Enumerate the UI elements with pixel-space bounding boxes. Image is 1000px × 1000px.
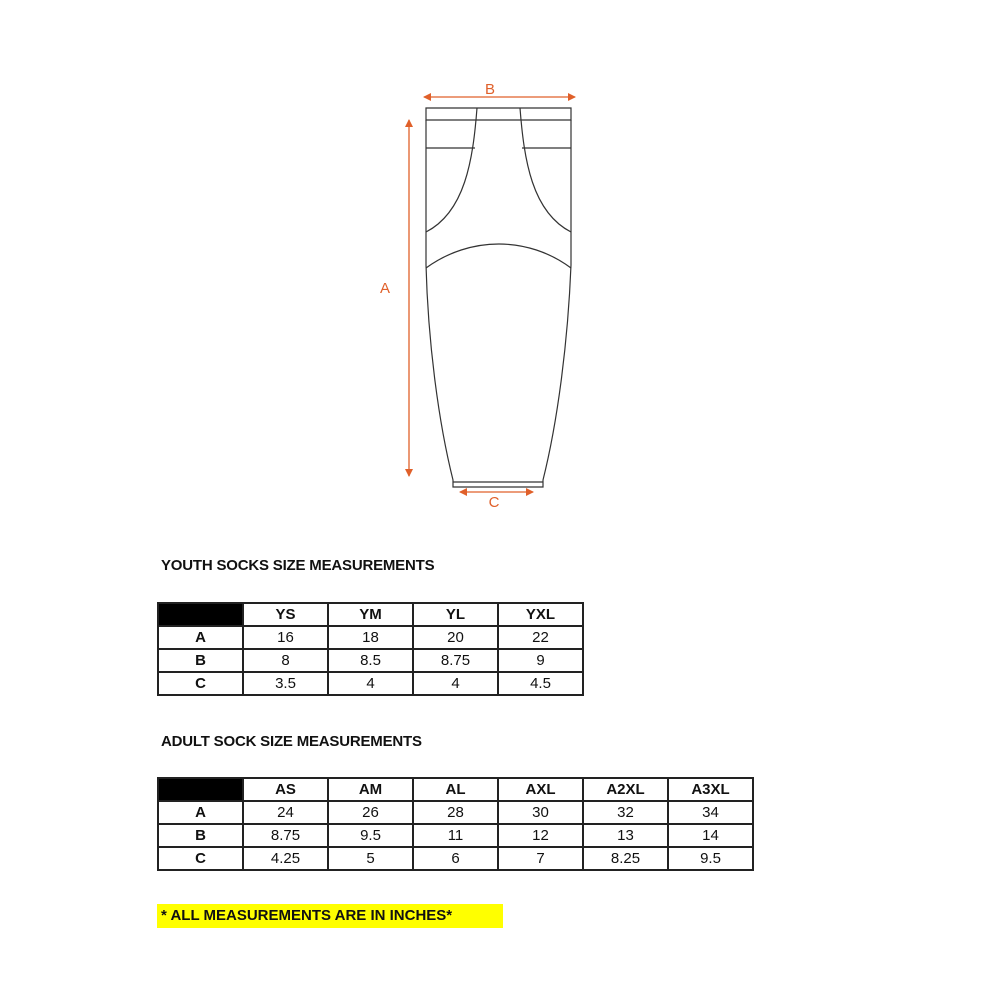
units-note: * ALL MEASUREMENTS ARE IN INCHES* bbox=[157, 904, 503, 928]
table-cell: 4 bbox=[328, 672, 413, 695]
table-cell: 32 bbox=[583, 801, 668, 824]
table-cell: 9.5 bbox=[328, 824, 413, 847]
table-cell: 4.5 bbox=[498, 672, 583, 695]
table-cell: 8.75 bbox=[243, 824, 328, 847]
table-cell: 5 bbox=[328, 847, 413, 870]
row-label: B bbox=[158, 824, 243, 847]
table-row bbox=[158, 824, 753, 847]
table-cell: 28 bbox=[413, 801, 498, 824]
table-cell: 7 bbox=[498, 847, 583, 870]
table-cell: 34 bbox=[668, 801, 753, 824]
row-label: B bbox=[158, 649, 243, 672]
table-cell: 24 bbox=[243, 801, 328, 824]
dimension-b bbox=[424, 81, 575, 98]
table-row bbox=[158, 649, 583, 672]
table-row bbox=[158, 847, 753, 870]
table-row bbox=[158, 626, 583, 649]
sock-outline bbox=[426, 108, 571, 487]
adult-section-title: ADULT SOCK SIZE MEASUREMENTS bbox=[161, 733, 422, 750]
youth-size-table bbox=[157, 602, 584, 696]
table-cell: 9.5 bbox=[668, 847, 753, 870]
row-label: C bbox=[158, 847, 243, 870]
table-cell: 8.25 bbox=[583, 847, 668, 870]
size-header: YS bbox=[243, 603, 328, 626]
table-cell: 4 bbox=[413, 672, 498, 695]
dimension-c bbox=[460, 492, 533, 511]
table-cell: 8.75 bbox=[413, 649, 498, 672]
table-cell: 4.25 bbox=[243, 847, 328, 870]
dimension-label-c: C bbox=[488, 494, 500, 511]
table-cell: 30 bbox=[498, 801, 583, 824]
table-cell: 12 bbox=[498, 824, 583, 847]
size-header: YM bbox=[328, 603, 413, 626]
table-header-row bbox=[158, 778, 753, 801]
size-header: AL bbox=[413, 778, 498, 801]
table-cell: 9 bbox=[498, 649, 583, 672]
table-cell: 13 bbox=[583, 824, 668, 847]
size-header: YL bbox=[413, 603, 498, 626]
dimension-a bbox=[380, 120, 409, 476]
table-row bbox=[158, 801, 753, 824]
dimension-label-a: A bbox=[379, 280, 391, 297]
table-corner-cell bbox=[158, 603, 243, 626]
row-label: A bbox=[158, 626, 243, 649]
table-cell: 18 bbox=[328, 626, 413, 649]
table-corner-cell bbox=[158, 778, 243, 801]
table-cell: 3.5 bbox=[243, 672, 328, 695]
table-cell: 8.5 bbox=[328, 649, 413, 672]
size-header: A2XL bbox=[583, 778, 668, 801]
table-header-row bbox=[158, 603, 583, 626]
row-label: C bbox=[158, 672, 243, 695]
table-cell: 22 bbox=[498, 626, 583, 649]
youth-section-title: YOUTH SOCKS SIZE MEASUREMENTS bbox=[161, 557, 435, 574]
table-cell: 20 bbox=[413, 626, 498, 649]
row-label: A bbox=[158, 801, 243, 824]
table-cell: 11 bbox=[413, 824, 498, 847]
table-cell: 14 bbox=[668, 824, 753, 847]
size-header: A3XL bbox=[668, 778, 753, 801]
size-header: AXL bbox=[498, 778, 583, 801]
dimension-label-b: B bbox=[484, 81, 496, 98]
table-cell: 6 bbox=[413, 847, 498, 870]
table-cell: 8 bbox=[243, 649, 328, 672]
table-row bbox=[158, 672, 583, 695]
size-header: AM bbox=[328, 778, 413, 801]
table-cell: 16 bbox=[243, 626, 328, 649]
size-header: YXL bbox=[498, 603, 583, 626]
adult-size-table bbox=[157, 777, 754, 871]
table-cell: 26 bbox=[328, 801, 413, 824]
size-header: AS bbox=[243, 778, 328, 801]
